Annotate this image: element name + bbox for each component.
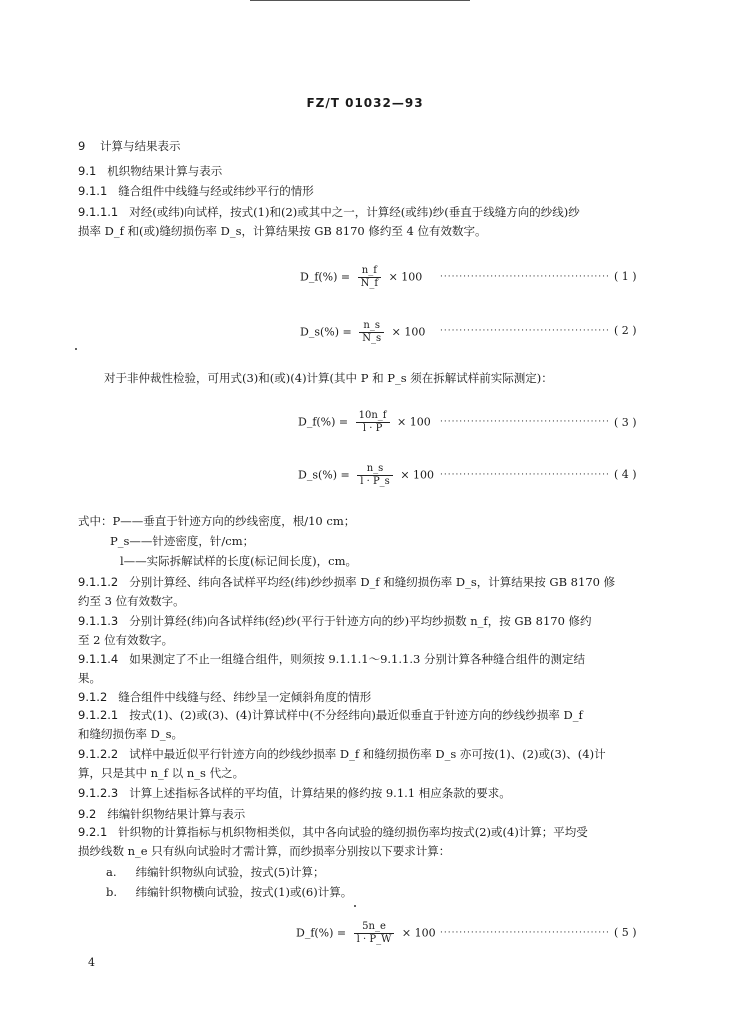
equation-fraction xyxy=(354,921,395,946)
equation-number: ( 2 ) xyxy=(614,324,637,337)
clause-9-1 xyxy=(78,163,222,179)
where-clause-p xyxy=(78,513,355,529)
clause-number: 9.2.1 xyxy=(78,825,108,839)
scan-speck xyxy=(75,348,77,350)
list-item-a xyxy=(106,864,324,880)
fraction-numerator: 5n_e xyxy=(354,921,395,934)
clause-text-line1: 计算上述指标各试样的平均值，计算结果的修约按 9.1.1 相应条款的要求。 xyxy=(129,786,511,800)
scan-top-edge xyxy=(250,0,470,1)
clause-9-1-1-4 xyxy=(78,650,652,688)
equation-1 xyxy=(300,265,422,290)
clause-9-1-2 xyxy=(78,689,371,705)
fraction-numerator: n_s xyxy=(359,320,384,333)
section-title: 计算与结果表示 xyxy=(99,139,181,153)
nondestructive-note: 对于非仲裁性检验，可用式(3)和(或)(4)计算(其中 P 和 P_s 须在拆解试样前实际测定)： xyxy=(104,371,553,385)
scan-speck xyxy=(354,905,356,907)
clause-9-2 xyxy=(78,806,245,822)
clause-9-1-1-3 xyxy=(78,612,652,650)
equation-4 xyxy=(298,463,434,488)
equation-fraction xyxy=(356,410,390,435)
clause-9-1-2-2 xyxy=(78,745,652,783)
clause-9-1-1-1 xyxy=(78,203,652,241)
clause-text-line1: 针织物的计算指标与机织物相类似，其中各向试验的缝纫损伤率均按式(2)或(4)计算；平均受 xyxy=(118,825,588,839)
page-number: 4 xyxy=(88,956,95,969)
fraction-numerator: 10n_f xyxy=(356,410,390,423)
equation-rhs: × 100 xyxy=(397,415,431,429)
clause-number: 9.1.2.2 xyxy=(78,747,119,761)
where-clause-ps: P_s——针迹密度，针/cm； xyxy=(110,534,255,548)
equation-lhs: D_f(%) = xyxy=(300,270,351,284)
clause-text-line1: 对经(或纬)向试样，按式(1)和(2)或其中之一，计算经(或纬)纱(垂直于线缝方向的纱线)纱 xyxy=(129,205,580,219)
clause-number: 9.1.1 xyxy=(78,184,108,198)
list-item-label: a. xyxy=(106,865,117,879)
equation-rhs: × 100 xyxy=(400,468,435,482)
clause-text-line2: 果。 xyxy=(78,671,101,685)
leader-dots: ············································ xyxy=(440,928,610,938)
list-item-text: 纬编针织物横向试验，按式(1)或(6)计算。 xyxy=(135,885,353,899)
where-definition: P——垂直于针迹方向的纱线密度，根/10 cm； xyxy=(112,514,356,528)
equation-number: ( 1 ) xyxy=(614,270,637,283)
clause-text-line1: 分别计算经、纬向各试样平均经(纬)纱纱损率 D_f 和缝纫损伤率 D_s，计算结果按 GB 8170 修 xyxy=(129,575,616,589)
clause-text-line1: 如果测定了不止一组缝合组件，则须按 9.1.1.1～9.1.1.3 分别计算各种缝合组件的测定结 xyxy=(129,652,585,666)
clause-text-line2: 至 2 位有效数字。 xyxy=(78,633,174,647)
clause-title: 机织物结果计算与表示 xyxy=(107,164,223,178)
list-item-b xyxy=(106,884,352,900)
section-number: 9 xyxy=(78,139,86,153)
fraction-denominator: l · P xyxy=(362,423,383,434)
equation-rhs: × 100 xyxy=(401,926,436,940)
equation-lhs: D_f(%) = xyxy=(296,926,347,940)
leader-dots: ············································ xyxy=(440,417,610,427)
fraction-denominator: l · P_W xyxy=(356,934,392,945)
list-item-label: b. xyxy=(106,885,118,899)
equation-2 xyxy=(300,320,425,345)
equation-rhs: × 100 xyxy=(388,270,423,284)
fraction-numerator: n_f xyxy=(358,265,381,278)
leader-dots: ············································ xyxy=(440,272,610,282)
clause-title: 缝合组件中线缝与经、纬纱呈一定倾斜角度的情形 xyxy=(118,690,372,704)
fraction-denominator: l · P_s xyxy=(360,476,390,487)
clause-text-line2: 约至 3 位有效数字。 xyxy=(78,594,185,608)
equation-number: ( 4 ) xyxy=(614,468,637,481)
equation-number: ( 5 ) xyxy=(614,926,637,939)
where-intro: 式中： xyxy=(78,514,113,528)
fraction-denominator: N_s xyxy=(362,333,382,344)
clause-9-2-1 xyxy=(78,823,652,861)
section-9-heading xyxy=(78,138,180,154)
clause-text-line2: 损纱线数 n_e 只有纵向试验时才需计算，而纱损率分别按以下要求计算： xyxy=(78,844,451,858)
clause-text-line1: 按式(1)、(2)或(3)、(4)计算试样中(不分经纬向)最近似垂直于针迹方向的纱线纱损率 D_f xyxy=(129,708,583,722)
clause-9-1-1 xyxy=(78,183,314,199)
clause-number: 9.1.1.3 xyxy=(78,614,119,628)
equation-lhs: D_s(%) = xyxy=(298,468,350,482)
clause-number: 9.1.1.2 xyxy=(78,575,119,589)
equation-number: ( 3 ) xyxy=(614,416,637,429)
clause-text-line1: 试样中最近似平行针迹方向的纱线纱损率 D_f 和缝纫损伤率 D_s 亦可按(1)、(2)或(3)、(4)计 xyxy=(129,747,606,761)
equation-lhs: D_s(%) = xyxy=(300,325,352,339)
clause-number: 9.1.2.3 xyxy=(78,786,119,800)
clause-title: 纬编针织物结果计算与表示 xyxy=(107,807,246,821)
standard-code-header: FZ/T 01032—93 xyxy=(306,96,424,110)
fraction-numerator: n_s xyxy=(357,463,393,476)
clause-text-line2: 算，只是其中 n_f 以 n_s 代之。 xyxy=(78,766,245,780)
clause-number: 9.1.2 xyxy=(78,690,108,704)
clause-number: 9.1.2.1 xyxy=(78,708,119,722)
equation-fraction xyxy=(357,463,393,488)
clause-number: 9.2 xyxy=(78,807,97,821)
clause-number: 9.1.1.4 xyxy=(78,652,119,666)
equation-5 xyxy=(296,921,436,946)
clause-number: 9.1 xyxy=(78,164,97,178)
list-item-text: 纬编针织物纵向试验，按式(5)计算； xyxy=(135,865,325,879)
equation-3 xyxy=(298,410,431,435)
leader-dots: ············································ xyxy=(440,470,610,480)
equation-fraction xyxy=(358,265,381,290)
clause-text-line2: 损率 D_f 和(或)缝纫损伤率 D_s，计算结果按 GB 8170 修约至 4 位有效数字。 xyxy=(78,224,487,238)
equation-fraction xyxy=(359,320,384,345)
clause-text-line1: 分别计算经(纬)向各试样纬(经)纱(平行于针迹方向的纱)平均纱损数 n_f，按 GB 8170 修约 xyxy=(129,614,592,628)
clause-text-line2: 和缝纫损伤率 D_s。 xyxy=(78,727,184,741)
equation-rhs: × 100 xyxy=(391,325,426,339)
clause-number: 9.1.1.1 xyxy=(78,205,119,219)
clause-9-1-2-3 xyxy=(78,784,652,803)
where-clause-l: l——实际拆解试样的长度(标记间长度)，cm。 xyxy=(120,554,357,568)
clause-title: 缝合组件中线缝与经或纬纱平行的情形 xyxy=(118,184,314,198)
leader-dots: ············································ xyxy=(440,326,610,336)
fraction-denominator: N_f xyxy=(360,278,379,289)
equation-lhs: D_f(%) = xyxy=(298,415,349,429)
clause-9-1-2-1 xyxy=(78,706,652,744)
clause-9-1-1-2 xyxy=(78,573,652,611)
